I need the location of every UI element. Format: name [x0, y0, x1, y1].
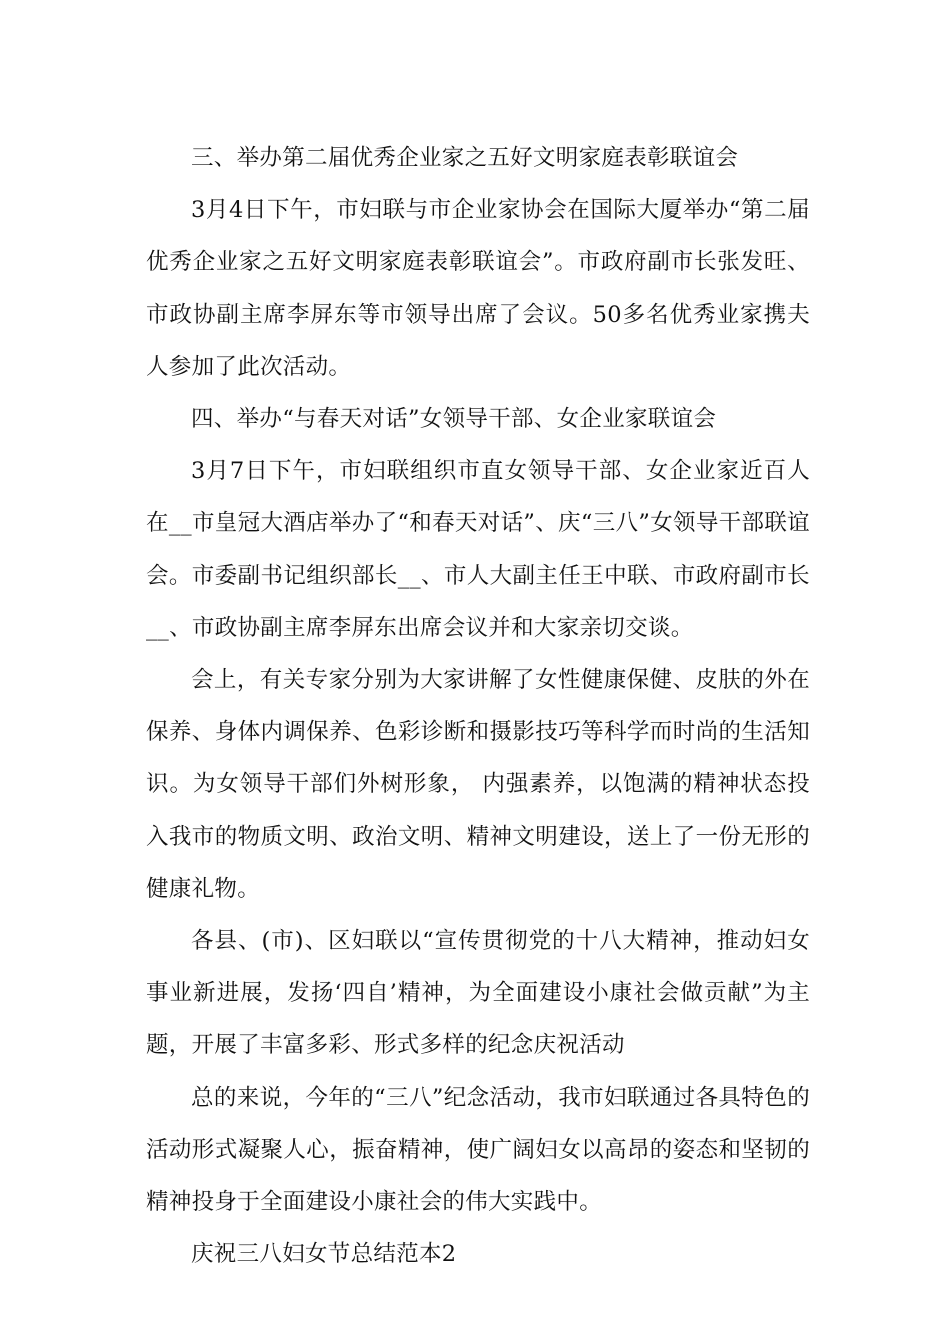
body-paragraph: 总的来说，今年的“三八”纪念活动，我市妇联通过各具特色的活动形式凝聚人心，振奋精神，使广阔妇女以高昂的姿态和坚韧的精神投身于全面建设小康社会的伟大实践中。 — [146, 1084, 810, 1216]
section-heading-4: 四、举办“与春天对话”女领导干部、女企业家联谊会 — [191, 406, 717, 433]
section-heading-3: 三、举办第二届优秀企业家之五好文明家庭表彰联谊会 — [191, 145, 739, 171]
next-document-title: 庆祝三八妇女节总结范本2 — [191, 1241, 457, 1268]
body-paragraph: 会上，有关专家分别为大家讲解了女性健康保健、皮肤的外在保养、身体内调保养、色彩诊断和摄影技巧等科学而时尚的生活知识。为女领导干部们外树形象， 内强素养，以饱满的精神状态投入我市的物质文明、政治文明、精神文明建设，送上了一份无形的健康礼物。 — [146, 667, 810, 902]
document-body — [146, 132, 810, 1280]
body-paragraph: 各县、(市)、区妇联以“宣传贯彻党的十八大精神，推动妇女事业新进展，发扬‘四自’精神，为全面建设小康社会做贡献”为主题，开展了丰富多彩、形式多样的纪念庆祝活动 — [146, 928, 810, 1059]
body-paragraph: 3月7日下午，市妇联组织市直女领导干部、女企业家近百人在__市皇冠大酒店举办了“和春天对话”、庆“三八”女领导干部联谊会。市委副书记组织部长__、市人大副主任王中联、市政府副市长__、市政协副主席李屏东出席会议并和大家亲切交谈。 — [146, 458, 810, 641]
body-paragraph: 3月4日下午，市妇联与市企业家协会在国际大厦举办“第二届优秀企业家之五好文明家庭表彰联谊会”。市政府副市长张发旺、市政协副主席李屏东等市领导出席了会议。50多名优秀业家携夫人参加了此次活动。 — [146, 197, 810, 380]
